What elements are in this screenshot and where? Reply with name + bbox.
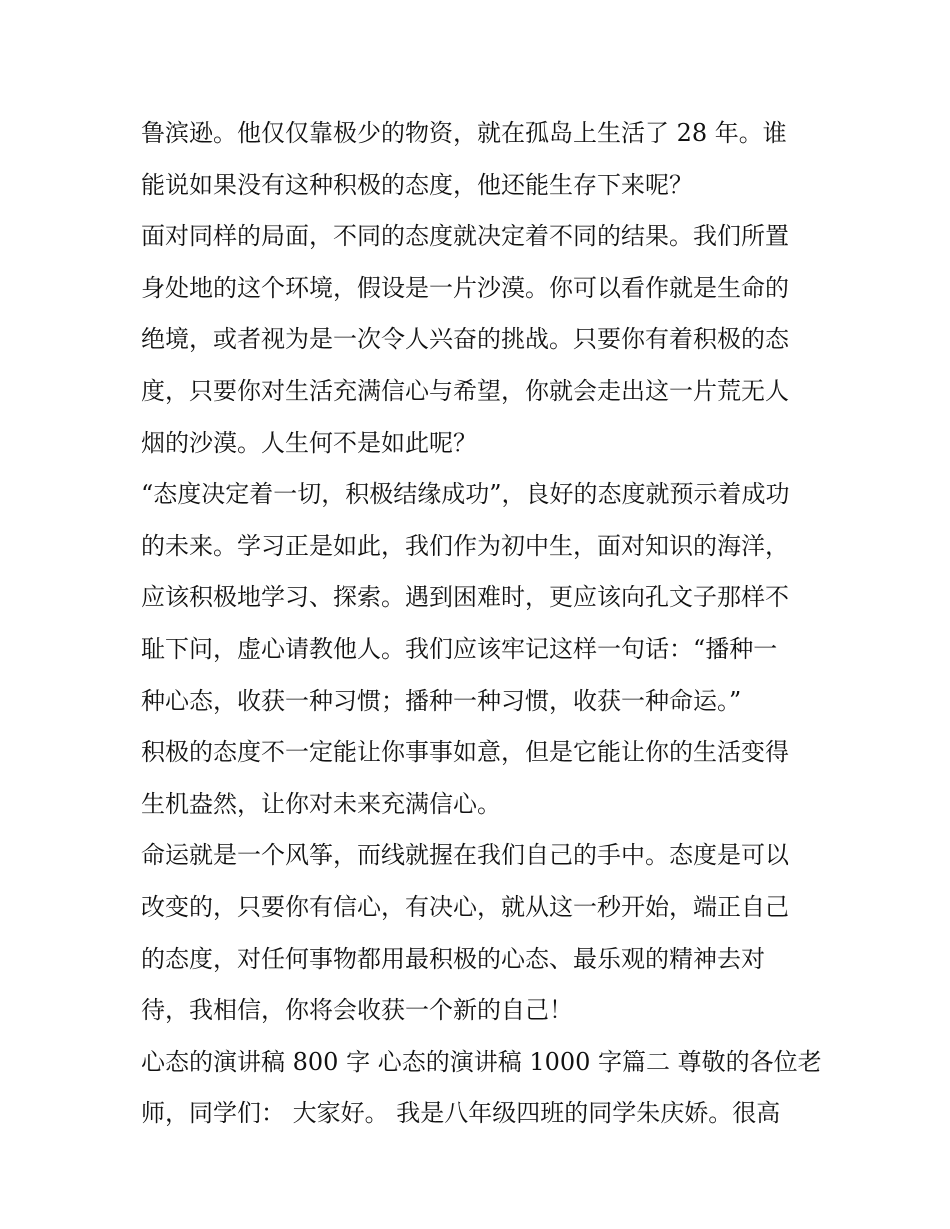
text-line: 面对同样的局面，不同的态度就决定着不同的结果。我们所置 [141,222,789,251]
text-line: 烟的沙漠。人生何不是如此呢？ [141,428,477,457]
text-line: 绝境，或者视为是一次令人兴奋的挑战。只要你有着积极的态 [141,325,789,354]
text-line: 种心态，收获一种习惯；播种一种习惯，收获一种命运。” [141,686,742,715]
text-line: 的态度，对任何事物都用最积极的心态、最乐观的精神去对 [141,944,765,973]
text-line: 度，只要你对生活充满信心与希望，你就会走出这一片荒无人 [141,376,789,405]
text-line: 师，同学们： 大家好。 我是八年级四班的同学朱庆娇。很高 [141,1099,781,1128]
text-line: 心态的演讲稿 800 字 心态的演讲稿 1000 字篇二 尊敬的各位老 [141,1047,822,1076]
text-line: 命运就是一个风筝，而线就握在我们自己的手中。态度是可以 [141,841,789,870]
text-line: 鲁滨逊。他仅仅靠极少的物资，就在孤岛上生活了 28 年。谁 [141,119,787,147]
text-line: 待，我相信，你将会收获一个新的自己！ [141,996,573,1025]
text-line: 生机盎然，让你对未来充满信心。 [141,789,501,818]
text-line: 耻下问，虚心请教他人。我们应该牢记这样一句话：“播种一 [141,634,778,663]
text-line: 能说如果没有这种积极的态度，他还能生存下来呢？ [141,170,693,199]
text-line: 改变的，只要你有信心，有决心，就从这一秒开始，端正自己 [141,892,789,921]
text-line: 积极的态度不一定能让你事事如意，但是它能让你的生活变得 [141,738,789,767]
body-text [141,108,821,1140]
text-line: 的未来。学习正是如此，我们作为初中生，面对知识的海洋， [141,531,789,560]
text-line: 身处地的这个环境，假设是一片沙漠。你可以看作就是生命的 [141,273,789,302]
text-line: 应该积极地学习、探索。遇到困难时，更应该向孔文子那样不 [141,583,789,612]
text-line: “态度决定着一切，积极结缘成功”，良好的态度就预示着成功 [141,480,790,509]
